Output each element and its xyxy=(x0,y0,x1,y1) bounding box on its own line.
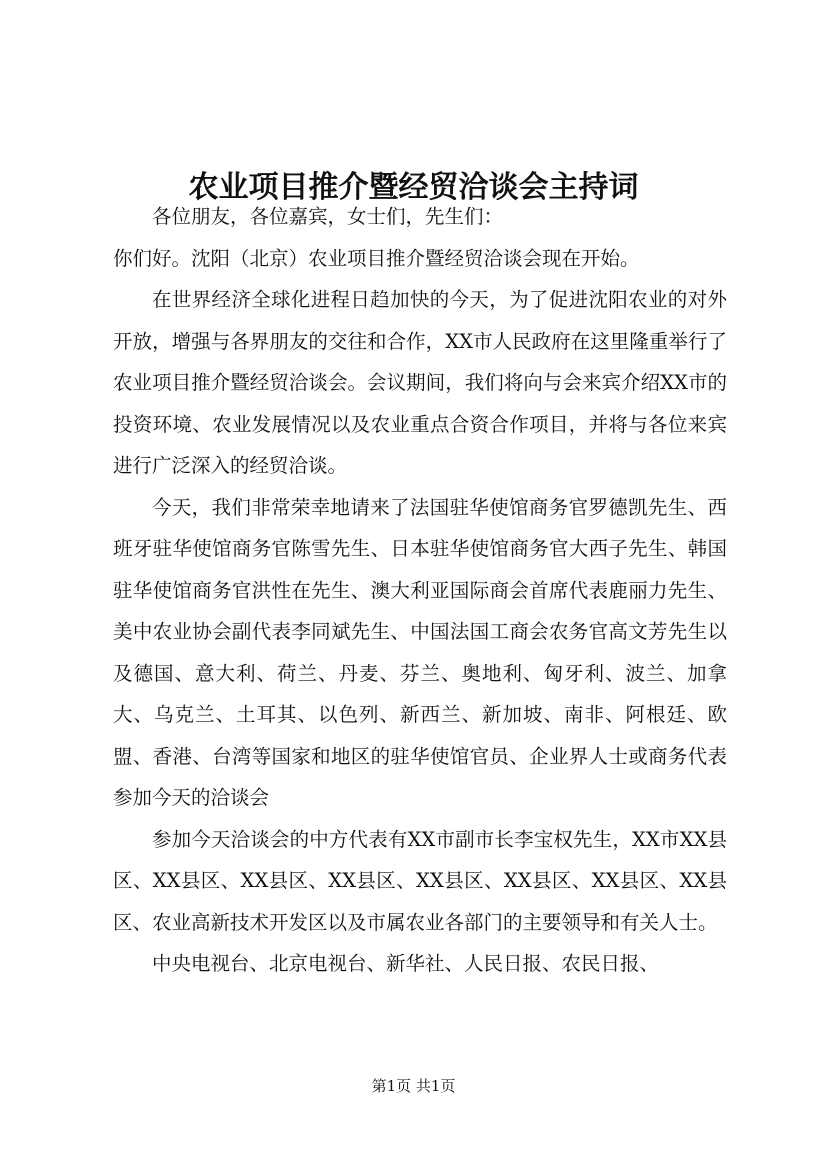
greeting-paragraph: 各位朋友，各位嘉宾，女士们，先生们： xyxy=(152,205,504,228)
document-body xyxy=(113,196,727,985)
purpose-paragraph: 在世界经济全球化进程日趋加快的今天，为了促进沈阳农业的对外开放，增强与各界朋友的交往和合作，XX市人民政府在这里隆重举行了农业项目推介暨经贸洽谈会。会议期间，我们将向与会来宾介绍XX市的投资环境、农业发展情况以及农业重点合资合作项目，并将与各位来宾进行广泛深入的经贸洽谈。 xyxy=(113,288,727,477)
chinese-delegates-paragraph: 参加今天洽谈会的中方代表有XX市副市长李宝权先生，XX市XX县区、XX县区、XX县区、XX县区、XX县区、XX县区、XX县区、XX县区、农业高新技术开发区以及市属农业各部门的主要领导和有关人士。 xyxy=(113,827,727,934)
page-number-footer: 第1页 共1页 xyxy=(371,1077,456,1095)
document-title: 农业项目推介暨经贸洽谈会主持词 xyxy=(188,170,639,206)
media-paragraph: 中央电视台、北京电视台、新华社、人民日报、农民日报、 xyxy=(152,952,660,975)
opening-paragraph: 你们好。沈阳（北京）农业项目推介暨经贸洽谈会现在开始。 xyxy=(113,246,640,270)
foreign-guests-paragraph: 今天，我们非常荣幸地请来了法国驻华使馆商务官罗德凯先生、西班牙驻华使馆商务官陈雪先生、日本驻华使馆商务官大西子先生、韩国驻华使馆商务官洪性在先生、澳大利亚国际商会首席代表鹿丽力先生、美中农业协会副代表李同斌先生、中国法国工商会农务官高文芳先生以及德国、意大利、荷兰、丹麦、芬兰、奥地利、匈牙利、波兰、加拿大、乌克兰、土耳其、以色列、新西兰、新加坡、南非、阿根廷、欧盟、香港、台湾等国家和地区的驻华使馆官员、企业界人士或商务代表参加今天的洽谈会 xyxy=(113,495,727,809)
